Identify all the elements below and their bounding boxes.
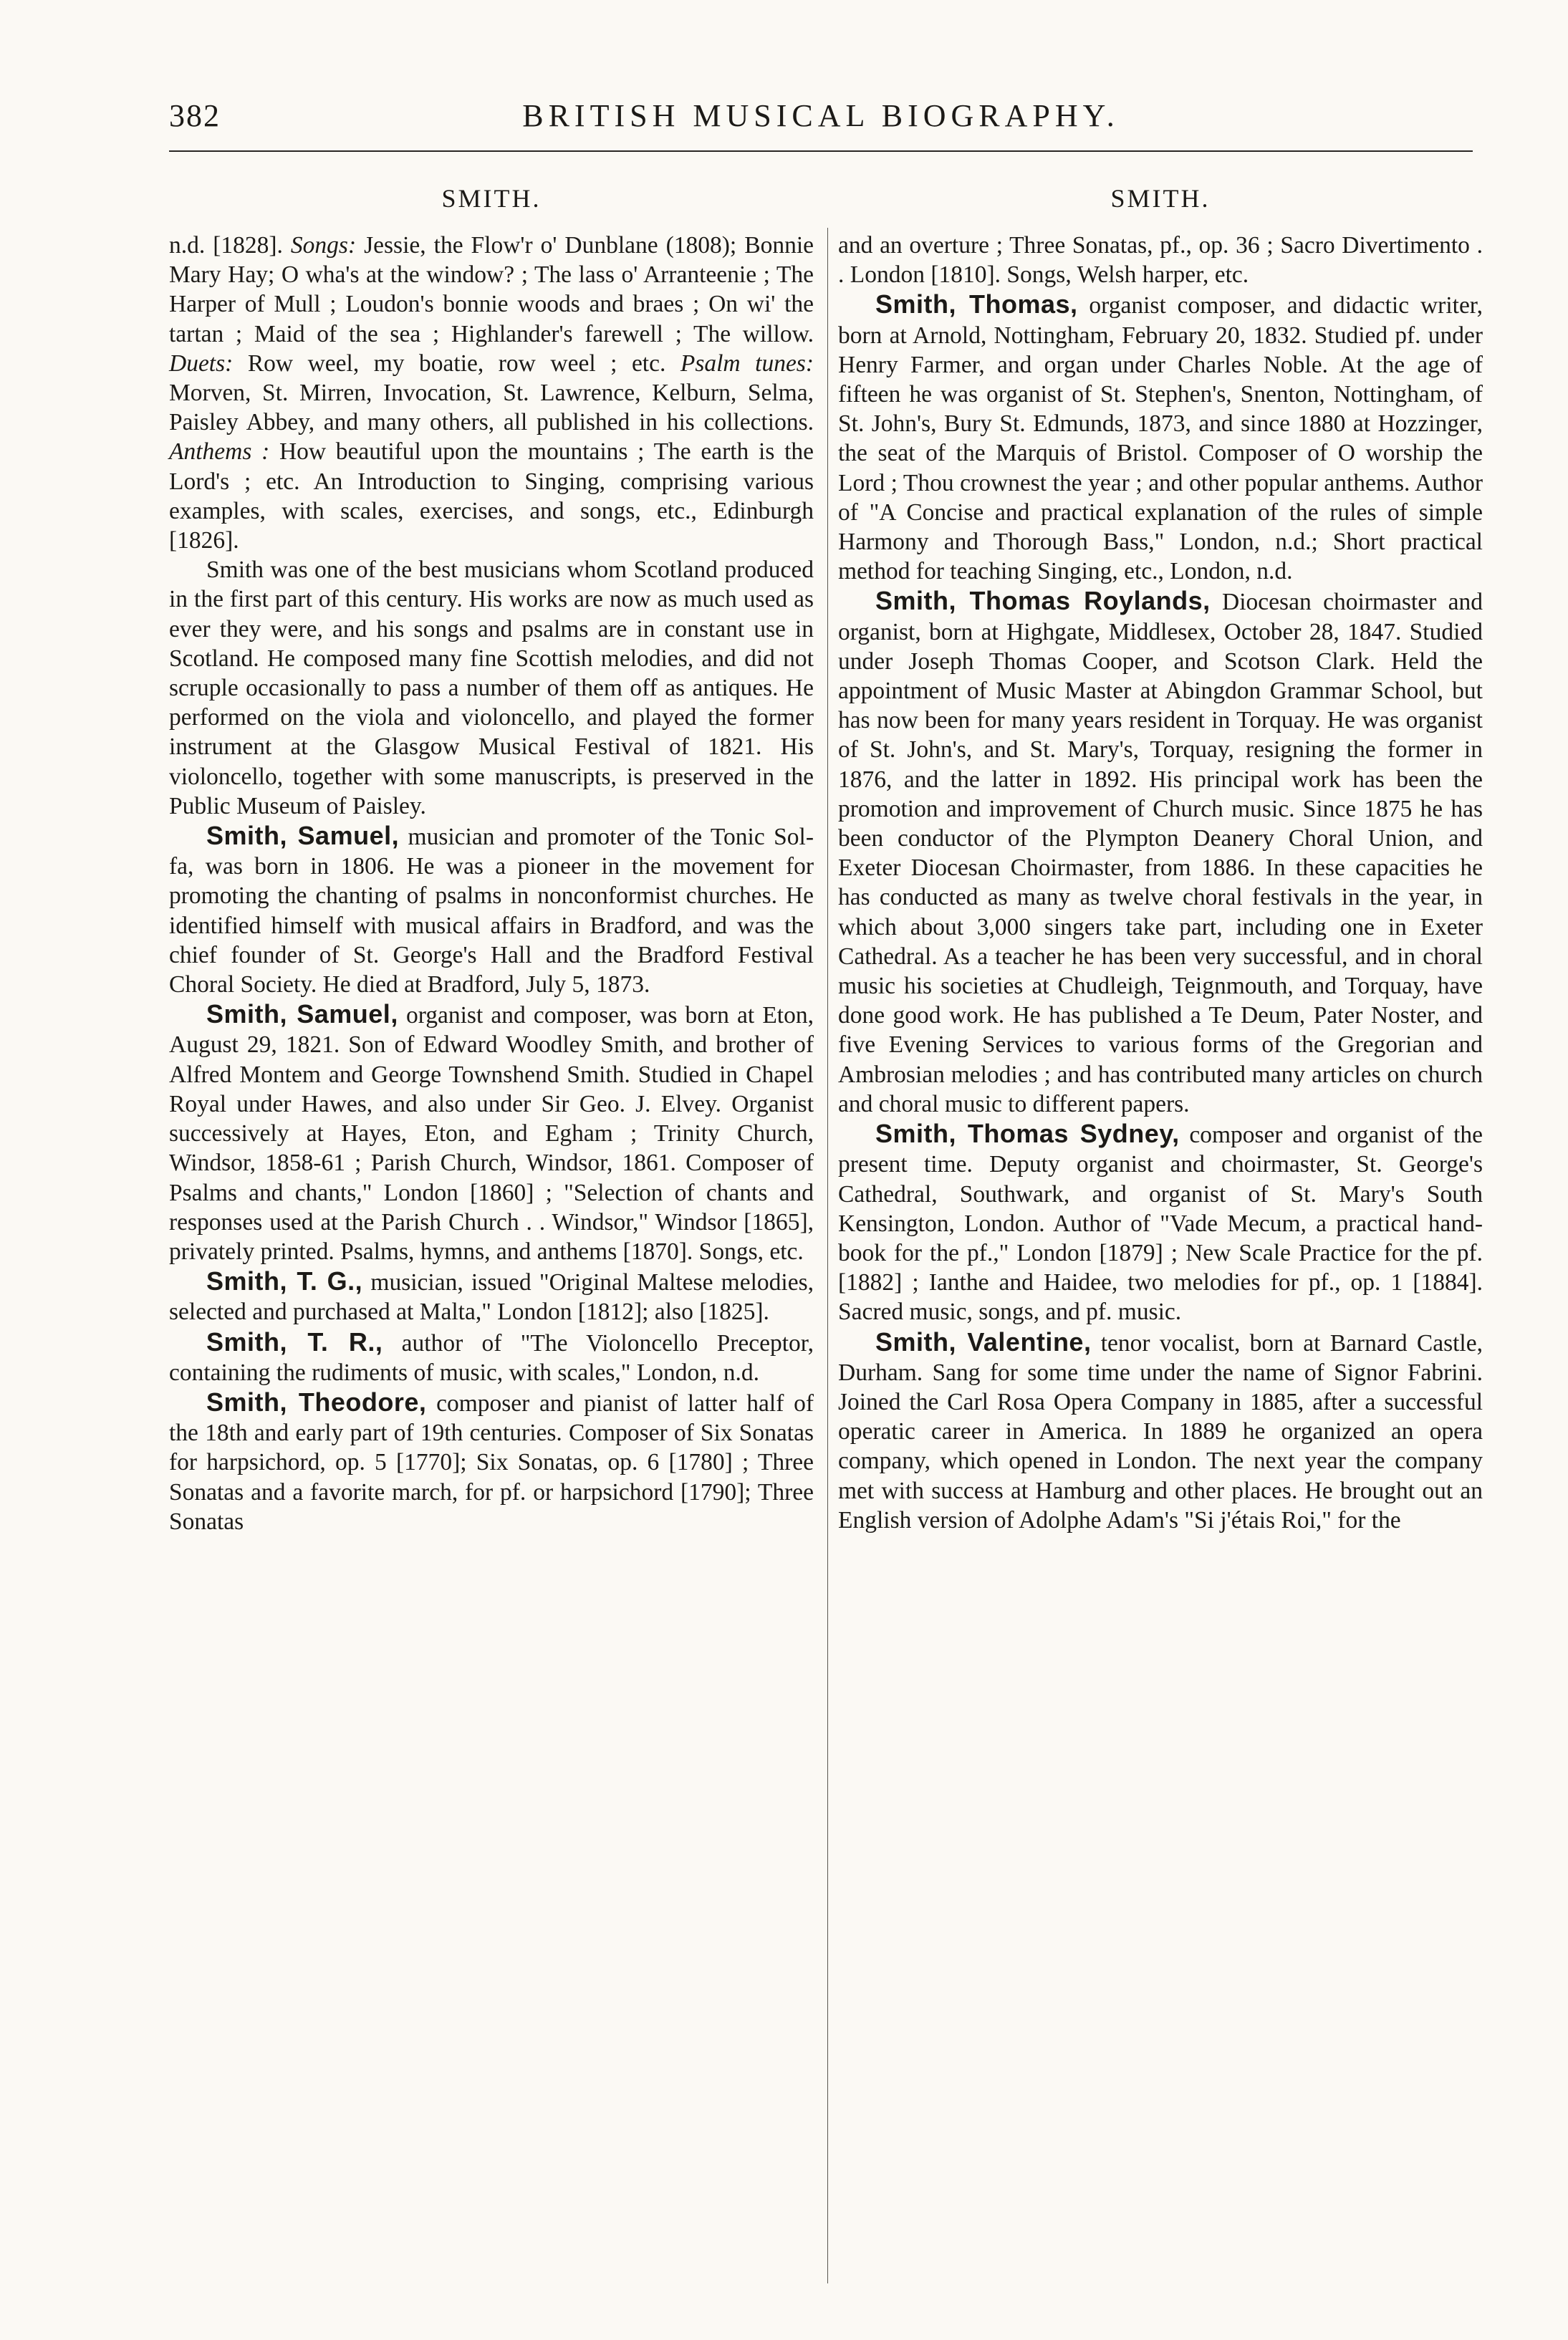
entry [169, 555, 814, 821]
entry-text: Diocesan choirmaster and organist, born at Highgate, Middlesex, October 28, 1847. Studied under Joseph Thomas Cooper, and Scotson Clark. Held the appointment of Music Master at Abingdon Grammar School, but has now been for many years resident in Torquay. He was organist of St. John's, and St. Mary's, Torquay, resigning the former in 1876, and the latter in 1892. His principal work has been the promotion and improvement of Church music. Since 1875 he has been conductor of the Plympton Deanery Choral Union, and Exeter Diocesan Choirmaster, from 1886. In these capacities he has conducted as many as twelve choral festivals in the year, in which about 3,000 singers take part, including one in Exeter Cathedral. As a teacher he has been very successful, and in choral music his societies at Chudleigh, Teignmouth, and Torquay, have done good work. He has published a Te Deum, Pater Noster, and five Evening Services to various forms of the Gregorian and Ambrosian melodies ; and has contributed many articles on church and choral music to different papers. [838, 589, 1483, 1117]
entry-text: Morven, St. Mirren, Invocation, St. Lawrence, Kelburn, Selma, Paisley Abbey, and many others, all published in his collections. [169, 380, 814, 436]
entry-italic-label: Anthems : [169, 438, 270, 466]
column-divider [827, 228, 828, 2283]
entry-headword: Smith, Samuel, [206, 999, 398, 1029]
entry-text: Smith was one of the best musicians whom Scotland produced in the first part of this century. His works are now as much used as ever they were, and his songs and psalms are in constant use in Scotland. He composed many fine Scottish melodies, and did not scruple occasionally to pass a number of them off as antiques. He performed on the viola and violoncello, and played the former instrument at the Glasgow Musical Festival of 1821. His violoncello, together with some manuscripts, is preserved in the Public Museum of Paisley. [169, 557, 814, 819]
entry-italic-label: Duets: [169, 350, 234, 377]
entry [169, 999, 814, 1266]
entry-headword: Smith, Valentine, [875, 1327, 1092, 1357]
entry [169, 231, 814, 555]
entry-headword: Smith, Thomas Sydney, [875, 1119, 1180, 1149]
entry-headword: Smith, T. R., [206, 1327, 383, 1357]
entry-italic-label: Songs: [290, 232, 357, 259]
page-header [169, 97, 1473, 142]
entry [169, 821, 814, 999]
entry-text: Row weel, my boatie, row weel ; etc. [233, 350, 680, 377]
left-guide-word: SMITH. [441, 184, 542, 213]
right-column [838, 183, 1483, 1535]
entry [169, 1327, 814, 1387]
entry-text: Jessie, the Flow'r o' Dunblane (1808); Bonnie Mary Hay; O wha's at the window? ; The lass o' Arranteenie ; The Harper of Mull ; Loudon's bonnie woods and braes ; On wi' the tartan ; Maid of the sea ; Highlander's farewell ; The willow. [169, 232, 814, 347]
entry-text: musician, issued "Original Maltese melodies, selected and purchased at Malta," London [1812]; also [1825]. [169, 1269, 814, 1326]
entry-italic-label: Psalm tunes: [680, 350, 814, 377]
entry-text: tenor vocalist, born at Barnard Castle, Durham. Sang for some time under the name of Signor Fabrini. Joined the Carl Rosa Opera Company in 1885, after a successful operatic career in America. In 1889 he organized an opera company, which opened in London. The next year the company met with success at Hamburg and other places. He brought out an English version of Adolphe Adam's "Si j'étais Roi," for the [838, 1329, 1483, 1533]
entry [838, 586, 1483, 1119]
entry [838, 231, 1483, 289]
running-title: BRITISH MUSICAL BIOGRAPHY. [522, 98, 1120, 133]
entry-headword: Smith, T. G., [206, 1266, 363, 1296]
entry-text: and an overture ; Three Sonatas, pf., op. 36 ; Sacro Divertimento . . London [1810]. Songs, Welsh harper, etc. [838, 232, 1483, 289]
entry [838, 1327, 1483, 1535]
entry [169, 1387, 814, 1536]
entry-headword: Smith, Theodore, [206, 1387, 427, 1417]
entry-headword: Smith, Thomas, [875, 289, 1078, 319]
entry-text: musician and promoter of the Tonic Sol-fa, was born in 1806. He was a pioneer in the movement for promoting the chanting of psalms in nonconformist churches. He identified himself with musical affairs in Bradford, and was the chief founder of St. George's Hall and the Bradford Festival Choral Society. He died at Bradford, July 5, 1873. [169, 824, 814, 998]
entry-text: n.d. [1828]. [169, 232, 291, 259]
entry-headword: Smith, Thomas Roylands, [875, 586, 1211, 616]
page-number: 382 [169, 98, 221, 133]
right-guide-word: SMITH. [1110, 184, 1211, 213]
entry [838, 1119, 1483, 1327]
entry-text: composer and pianist of latter half of the 18th and early part of 19th centuries. Composer of Six Sonatas for harpsichord, op. 5 [1770]; Six Sonatas, op. 6 [1780] ; Three Sonatas and a favorite march, for pf. or harpsichord [1790]; Three Sonatas [169, 1390, 814, 1535]
entry-text: organist and composer, was born at Eton, August 29, 1821. Son of Edward Woodley Smith, and brother of Alfred Montem and George Townshend Smith. Studied in Chapel Royal under Hawes, and also under Sir Geo. J. Elvey. Organist successively at Hayes, Eton, and Egham ; Trinity Church, Windsor, 1858-61 ; Parish Church, Windsor, 1861. Composer of Psalms and chants," London [1860] ; "Selection of chants and responses used at the Parish Church . . Windsor," Windsor [1865], privately printed. Psalms, hymns, and anthems [1870]. Songs, etc. [169, 1002, 814, 1265]
entry [169, 1266, 814, 1327]
entry-text: organist composer, and didactic writer, born at Arnold, Nottingham, February 20, 1832. Studied pf. under Henry Farmer, and organ under Charles Noble. At the age of fifteen he was organist of St. Stephen's, Snenton, Nottingham, of St. John's, Bury St. Edmunds, 1873, and since 1880 at Hozzinger, the seat of the Marquis of Bristol. Composer of O worship the Lord ; Thou crownest the year ; and other popular anthems. Author of "A Concise and practical explanation of the rules of simple Harmony and Thorough Bass," London, n.d.; Short practical method for teaching Singing, etc., London, n.d. [838, 292, 1483, 585]
entry [838, 289, 1483, 586]
entry-headword: Smith, Samuel, [206, 821, 400, 851]
left-column [169, 183, 814, 1536]
entry-text: composer and organist of the present time. Deputy organist and choirmaster, St. George's Cathedral, Southwark, and organist of St. Mary's South Kensington, London. Author of "Vade Mecum, a practical hand-book for the pf.," London [1879] ; New Scale Practice for the pf. [1882] ; Ianthe and Haidee, two melodies for pf., op. 1 [1884]. Sacred music, songs, and pf. music. [838, 1122, 1483, 1326]
header-rule [169, 150, 1473, 152]
entry-text: author of "The Violoncello Preceptor, containing the rudiments of music, with scales," London, n.d. [169, 1329, 814, 1386]
entry-text: How beautiful upon the mountains ; The earth is the Lord's ; etc. An Introduction to Singing, comprising various examples, with scales, exercises, and songs, etc., Edinburgh [1826]. [169, 438, 814, 554]
